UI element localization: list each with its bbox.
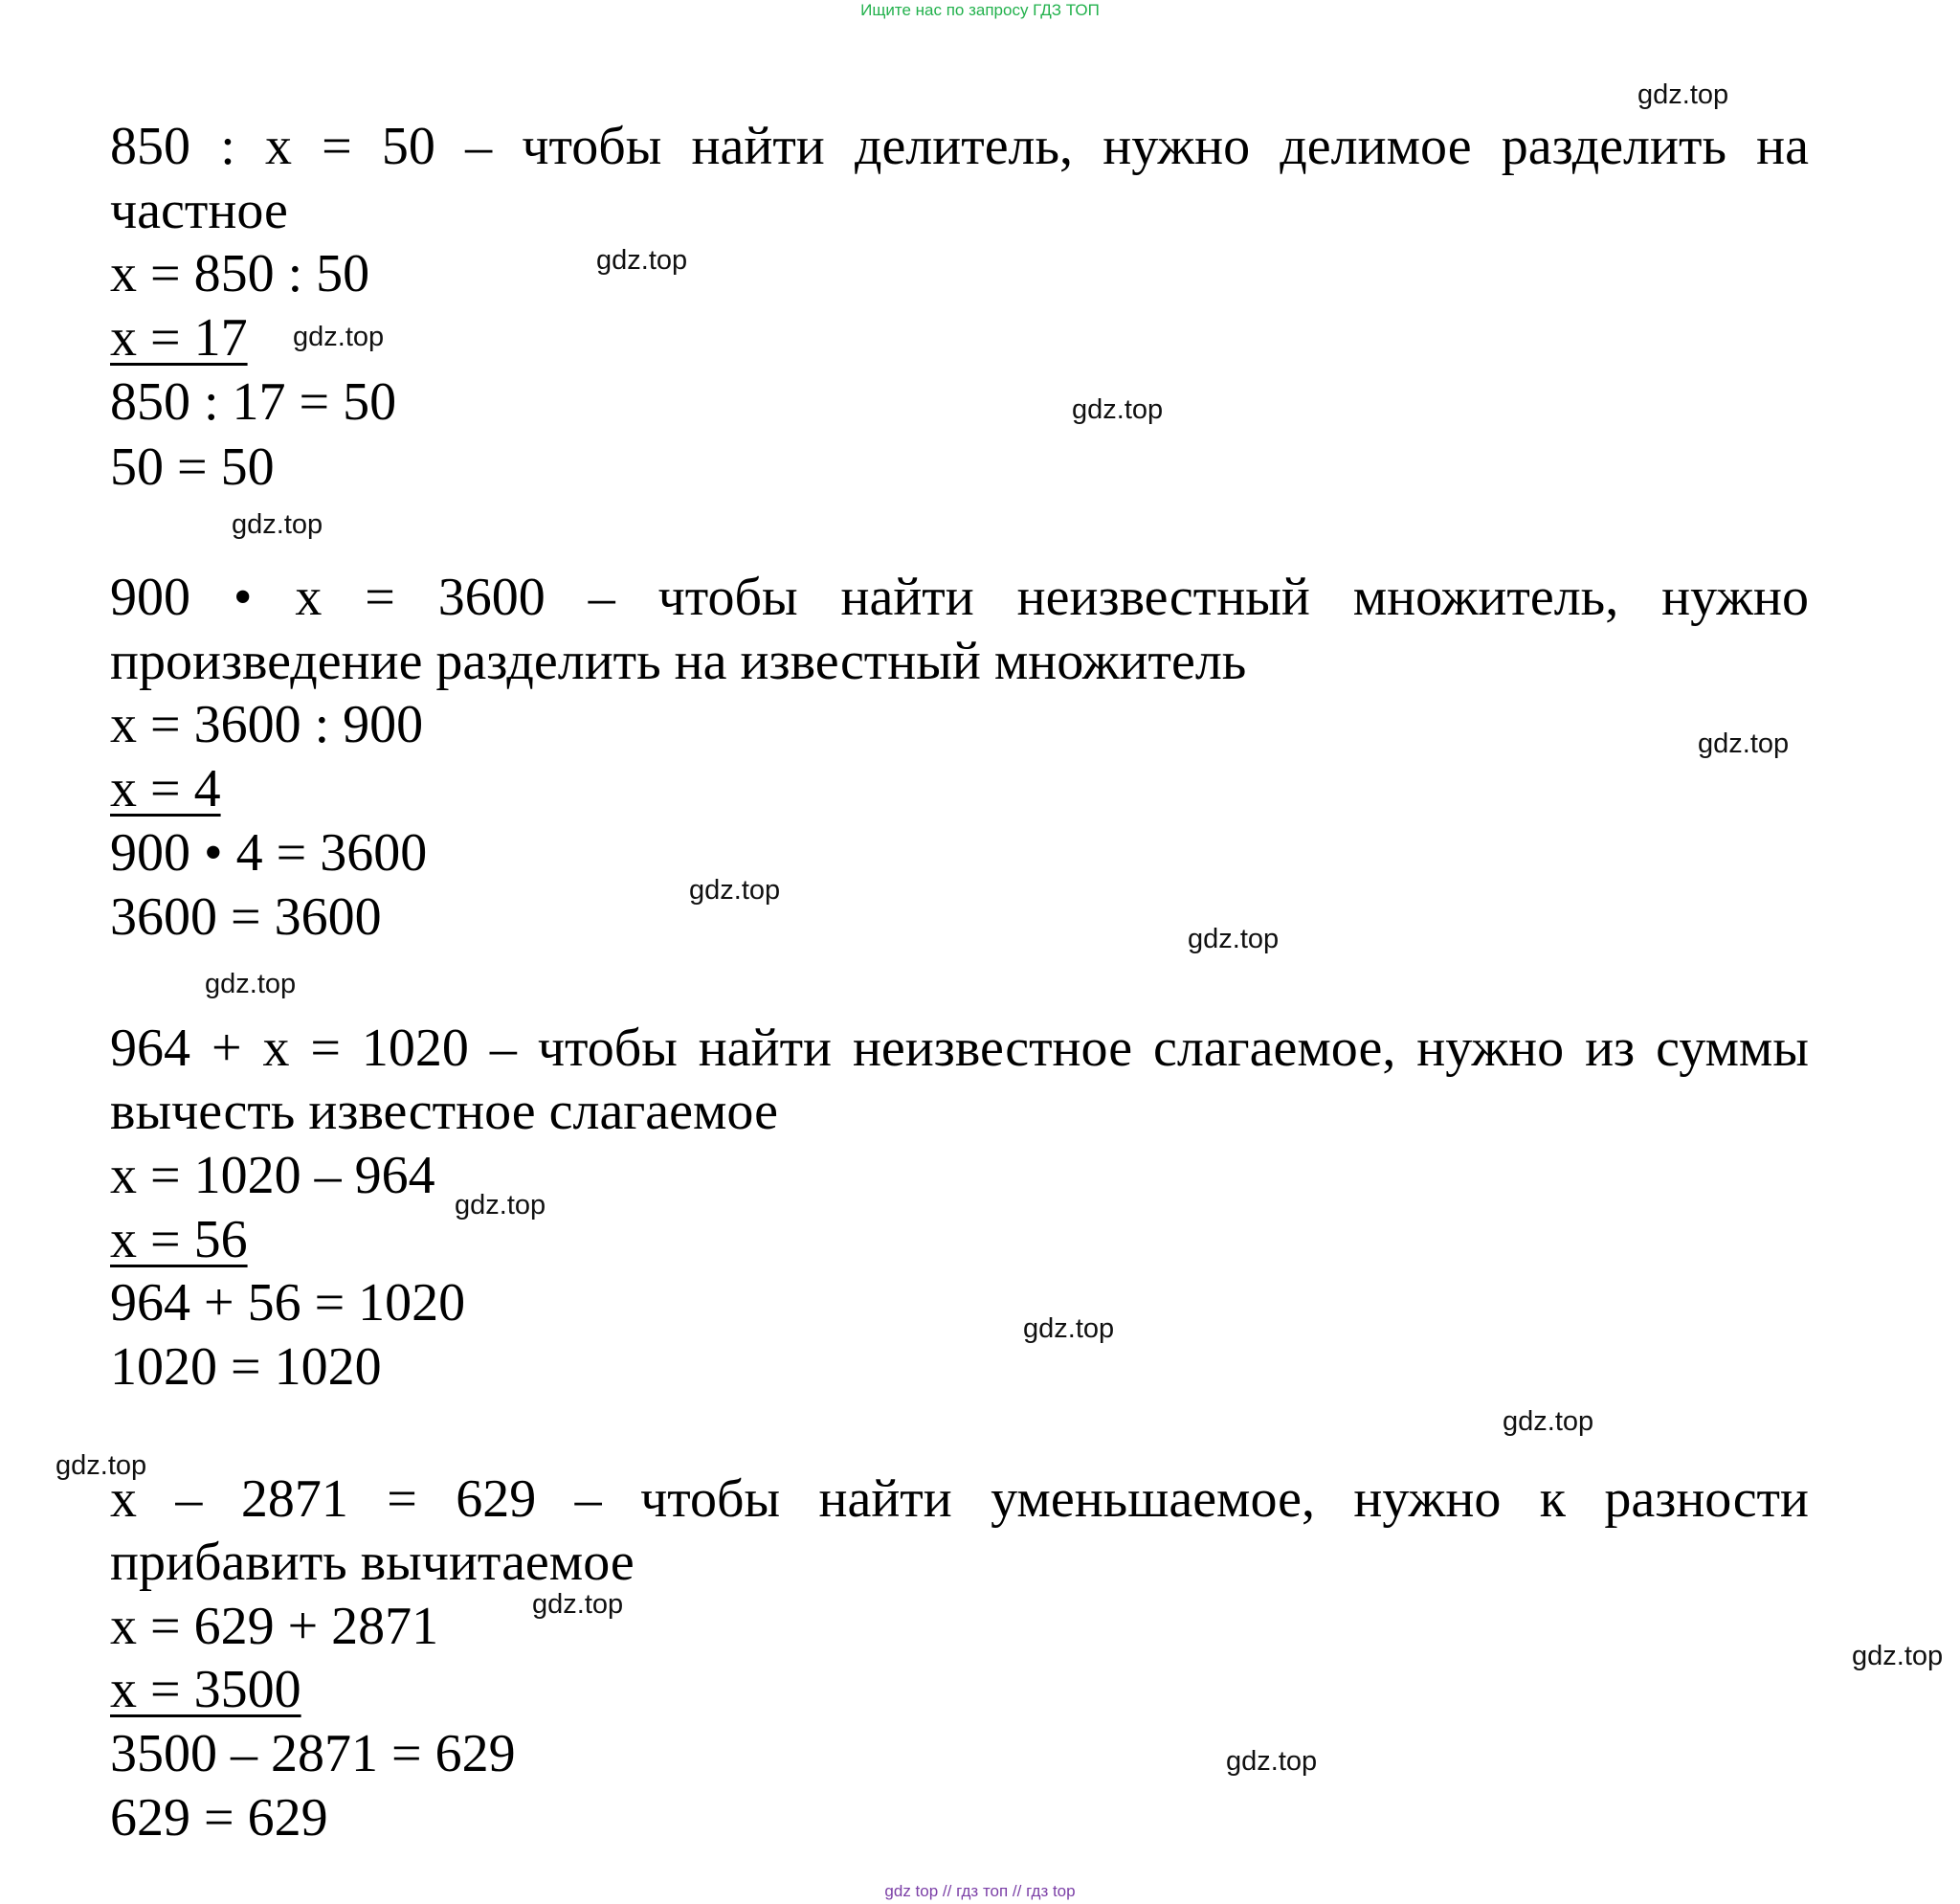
problem-2-result: 3600 = 3600 <box>110 887 382 947</box>
problem-2-statement-line-2: произведение разделить на известный множитель <box>110 632 1247 691</box>
problem-3-check: 964 + 56 = 1020 <box>110 1273 466 1333</box>
problem-1-statement-line-2: частное <box>110 181 288 240</box>
watermark: gdz.top <box>689 875 781 906</box>
watermark: gdz.top <box>232 509 323 540</box>
problem-1-answer: x = 17 <box>110 308 248 368</box>
problem-2-check: 900 • 4 = 3600 <box>110 823 428 883</box>
problem-1-step: x = 850 : 50 <box>110 244 370 303</box>
problem-1-statement-line-1: 850 : x = 50 – чтобы найти делитель, нужно делимое разделить на <box>110 117 1809 176</box>
watermark: gdz.top <box>596 245 688 276</box>
watermark: gdz.top <box>1852 1641 1944 1671</box>
watermark: gdz.top <box>532 1589 624 1620</box>
header-banner[interactable]: Ищите нас по запросу ГДЗ ТОП <box>860 1 1100 19</box>
problem-2-answer: x = 4 <box>110 759 221 818</box>
problem-3-statement-line-2: вычесть известное слагаемое <box>110 1082 778 1141</box>
watermark: gdz.top <box>205 969 297 999</box>
watermark: gdz.top <box>1503 1406 1594 1437</box>
problem-4-check: 3500 – 2871 = 629 <box>110 1724 516 1783</box>
watermark: gdz.top <box>1698 728 1790 759</box>
watermark: gdz.top <box>1072 394 1164 425</box>
problem-1-result: 50 = 50 <box>110 437 275 497</box>
problem-2-step: x = 3600 : 900 <box>110 695 424 754</box>
problem-4-step: x = 629 + 2871 <box>110 1597 439 1656</box>
problem-3-step: x = 1020 – 964 <box>110 1146 435 1205</box>
problem-4-statement-line-2: прибавить вычитаемое <box>110 1533 635 1592</box>
watermark: gdz.top <box>1226 1746 1318 1777</box>
watermark: gdz.top <box>1637 79 1729 110</box>
problem-3-answer: x = 56 <box>110 1210 248 1269</box>
footer-banner[interactable]: gdz top // гдз топ // гдз top <box>884 1882 1076 1900</box>
problem-3-statement-line-1: 964 + x = 1020 – чтобы найти неизвестное слагаемое, нужно из суммы <box>110 1019 1809 1078</box>
watermark: gdz.top <box>1188 924 1280 954</box>
problem-2-statement-line-1: 900 • x = 3600 – чтобы найти неизвестный множитель, нужно <box>110 568 1809 627</box>
watermark: gdz.top <box>293 322 385 352</box>
problem-4-answer: x = 3500 <box>110 1660 301 1719</box>
watermark: gdz.top <box>1023 1313 1115 1344</box>
watermark: gdz.top <box>455 1190 546 1221</box>
problem-3-result: 1020 = 1020 <box>110 1337 382 1397</box>
watermark: gdz.top <box>56 1450 147 1481</box>
problem-1-check: 850 : 17 = 50 <box>110 372 397 432</box>
problem-4-result: 629 = 629 <box>110 1788 328 1848</box>
problem-4-statement-line-1: x – 2871 = 629 – чтобы найти уменьшаемое, нужно к разности <box>110 1469 1809 1529</box>
